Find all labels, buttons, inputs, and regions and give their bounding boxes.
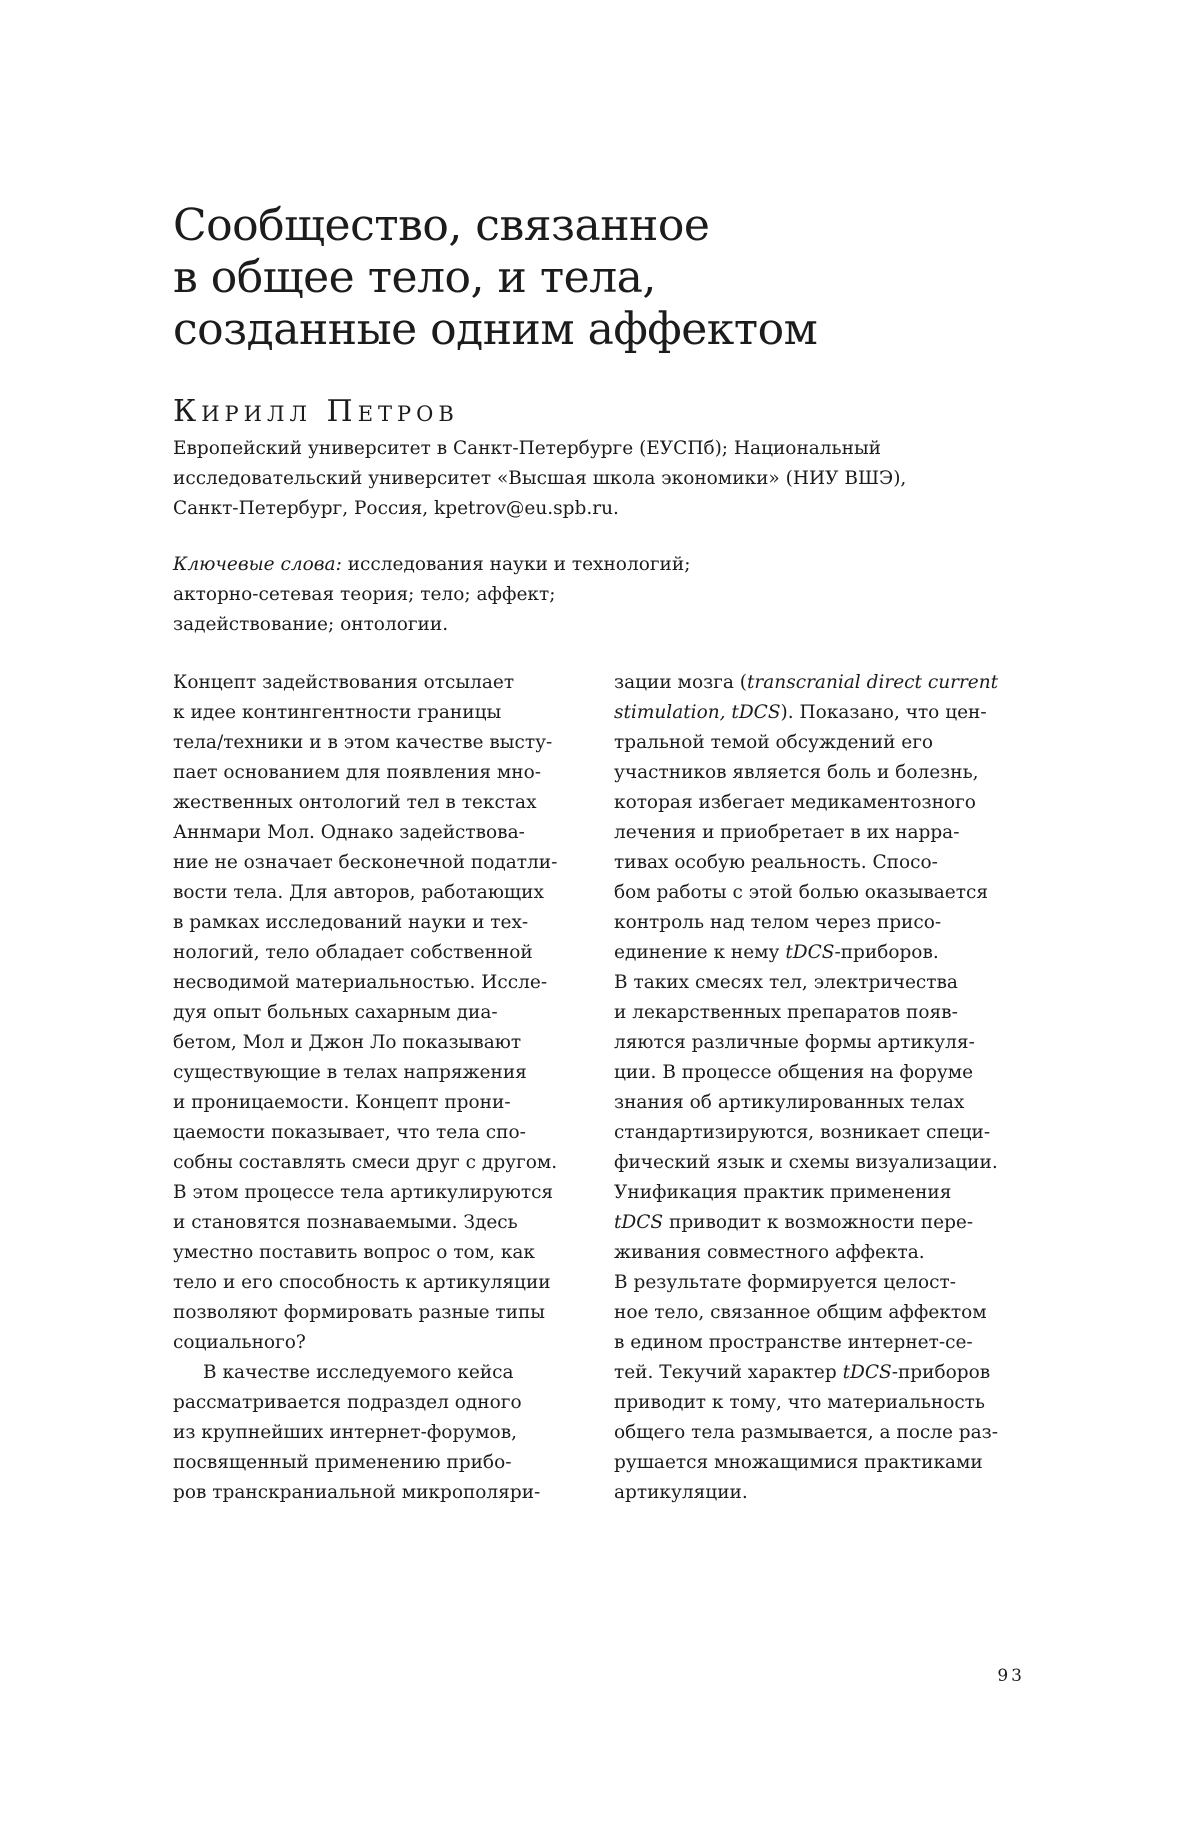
affiliation-line: исследовательский университет «Высшая школа экономики» (НИУ ВШЭ),	[173, 468, 907, 489]
abstract-line: Концепт задействования отсылает	[173, 672, 515, 693]
abstract-line: существующие в телах напряжения	[173, 1062, 527, 1083]
keywords-line: акторно-сетевая теория; тело; аффект;	[173, 584, 556, 605]
author-name: Кирилл Петров	[173, 394, 459, 429]
abstract-line: пает основанием для появления мно-	[173, 762, 541, 783]
abstract-italic-text: tDCS	[842, 1362, 892, 1383]
abstract-line: Унификация практик применения	[614, 1182, 952, 1203]
abstract-line: артикуляции.	[614, 1482, 748, 1503]
abstract-line: участников является боль и болезнь,	[614, 762, 979, 783]
article-title	[173, 200, 1033, 356]
abstract-line: позволяют формировать разные типы	[173, 1302, 546, 1323]
abstract-line: тело и его способность к артикуляции	[173, 1272, 551, 1293]
abstract-line: стандартизируются, возникает специ-	[614, 1122, 991, 1143]
abstract-line: бетом, Мол и Джон Ло показывают	[173, 1032, 522, 1053]
abstract-italic-text: tDCS	[785, 942, 835, 963]
abstract-line: и лекарственных препаратов появ-	[614, 1002, 958, 1023]
abstract-text: тей. Текучий характер	[614, 1362, 843, 1383]
title-line: Сообщество, связанное	[173, 200, 710, 251]
abstract-line: к идее контингентности границы	[173, 702, 502, 723]
abstract-line: дуя опыт больных сахарным диа-	[173, 1002, 498, 1023]
abstract-line: Аннмари Мол. Однако задействова-	[173, 822, 525, 843]
abstract-line: живания совместного аффекта.	[614, 1242, 925, 1263]
abstract-line: ное тело, связанное общим аффектом	[614, 1302, 987, 1323]
abstract-line: контроль над телом через присо-	[614, 912, 942, 933]
abstract-line: вости тела. Для авторов, работающих	[173, 882, 544, 903]
abstract-line: рассматривается подраздел одного	[173, 1392, 522, 1413]
author-affiliation	[173, 434, 1033, 524]
abstract-line: и проницаемости. Концепт прони-	[173, 1092, 511, 1113]
abstract-line: жественных онтологий тел в текстах	[173, 792, 537, 813]
keywords-first: исследования науки и технологий;	[341, 554, 691, 575]
keywords-block	[173, 550, 1033, 640]
abstract-italic-text: stimulation, tDCS	[614, 702, 781, 723]
abstract-line: В этом процессе тела артикулируются	[173, 1182, 554, 1203]
abstract-line: в едином пространстве интернет-се-	[614, 1332, 973, 1353]
keywords-line	[173, 550, 1033, 580]
abstract-line: в рамках исследований науки и тех-	[173, 912, 529, 933]
abstract-line: знания об артикулированных телах	[614, 1092, 965, 1113]
abstract-line: тела/техники и в этом качестве высту-	[173, 732, 553, 753]
abstract-line: посвященный применению прибо-	[173, 1452, 512, 1473]
keywords-label: Ключевые слова:	[173, 554, 342, 575]
abstract-line: собны составлять смеси друг с другом.	[173, 1152, 558, 1173]
abstract-line: ции. В процессе общения на форуме	[614, 1062, 974, 1083]
abstract-text: единение к нему	[614, 942, 786, 963]
abstract-line: ляются различные формы артикуля-	[614, 1032, 975, 1053]
abstract-line: В таких смесях тел, электричества	[614, 972, 958, 993]
abstract-line	[614, 698, 1044, 728]
abstract-line	[614, 1208, 1044, 1238]
abstract-line: В качестве исследуемого кейса	[203, 1362, 514, 1383]
abstract-line: фический язык и схемы визуализации.	[614, 1152, 998, 1173]
abstract-left-column	[173, 668, 603, 1508]
title-line: созданные одним аффектом	[173, 304, 818, 355]
abstract-line: нологий, тело обладает собственной	[173, 942, 533, 963]
abstract-text: зации мозга (	[614, 672, 747, 693]
abstract-line: тральной темой обсуждений его	[614, 732, 934, 753]
abstract-text: ). Показано, что цен-	[780, 702, 987, 723]
abstract-line: общего тела размывается, а после раз-	[614, 1422, 999, 1443]
abstract-italic-text: transcranial direct current	[747, 672, 999, 693]
keywords-line: задействование; онтологии.	[173, 614, 449, 635]
abstract-text: приводит к возможности пере-	[663, 1212, 974, 1233]
abstract-line: цаемости показывает, что тела спо-	[173, 1122, 526, 1143]
abstract-line: уместно поставить вопрос о том, как	[173, 1242, 535, 1263]
abstract-italic-text: tDCS	[614, 1212, 664, 1233]
abstract-line: социального?	[173, 1332, 306, 1353]
abstract-line: бом работы с этой болью оказывается	[614, 882, 989, 903]
affiliation-line: Санкт-Петербург, Россия, kpetrov@eu.spb.ru.	[173, 498, 619, 519]
abstract-line: лечения и приобретает в их нарра-	[614, 822, 960, 843]
abstract-line: приводит к тому, что материальность	[614, 1392, 985, 1413]
abstract-text: -приборов.	[834, 942, 939, 963]
abstract-right-column	[614, 668, 1044, 1508]
abstract-line: В результате формируется целост-	[614, 1272, 956, 1293]
abstract-line	[614, 1358, 1044, 1388]
abstract-line: ние не означает бесконечной податли-	[173, 852, 558, 873]
abstract-line	[614, 668, 1044, 698]
abstract-text: -приборов	[891, 1362, 991, 1383]
abstract-line: из крупнейших интернет-форумов,	[173, 1422, 517, 1443]
abstract-line: ров транскраниальной микрополяри-	[173, 1482, 541, 1503]
abstract-line: которая избегает медикаментозного	[614, 792, 976, 813]
abstract-line: рушается множащимися практиками	[614, 1452, 983, 1473]
title-line: в общее тело, и тела,	[173, 252, 656, 303]
abstract-line: тивах особую реальность. Спосо-	[614, 852, 938, 873]
abstract-line: несводимой материальностью. Иссле-	[173, 972, 548, 993]
abstract-line: и становятся познаваемыми. Здесь	[173, 1212, 518, 1233]
abstract-line	[614, 938, 1044, 968]
page-number: 93	[997, 1666, 1025, 1686]
affiliation-line: Европейский университет в Санкт-Петербурге (ЕУСПб); Национальный	[173, 438, 882, 459]
